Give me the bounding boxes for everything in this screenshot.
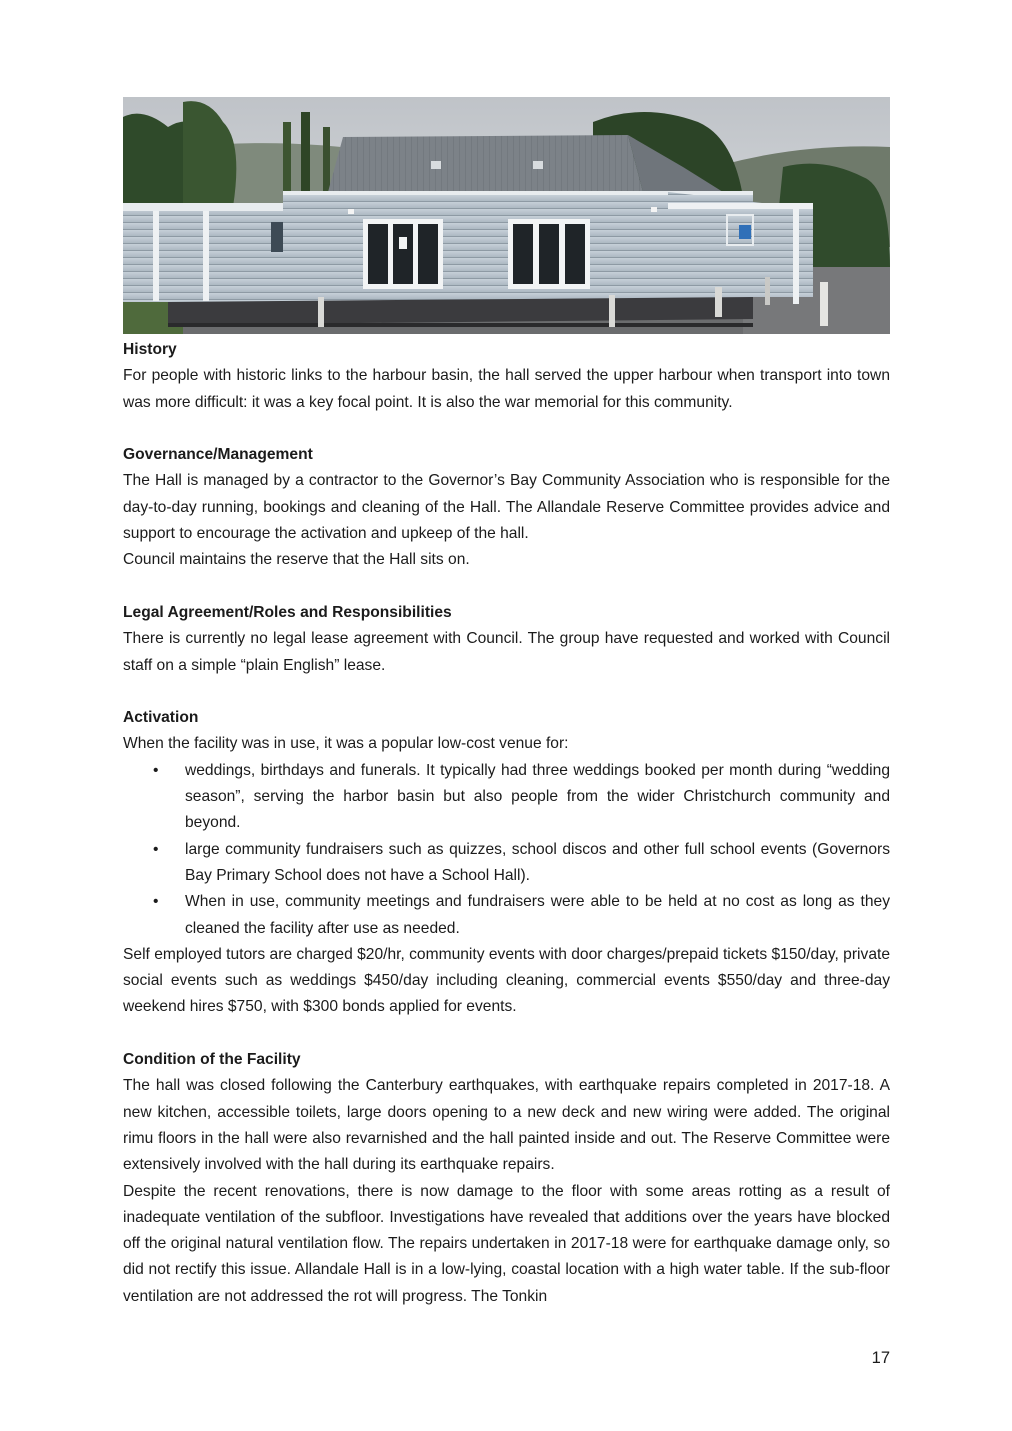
list-item — [123, 837, 890, 890]
bullet-icon: • — [153, 893, 159, 911]
list-item — [123, 889, 890, 942]
governance-paragraph: Council maintains the reserve that the Hall sits on. — [123, 551, 470, 569]
hall-photo-image — [123, 97, 890, 334]
history-paragraph: For people with historic links to the harbour basin, the hall served the upper harbour when transport into town was more difficult: it was a key focal point. It is also the war memorial for this community. — [123, 367, 890, 411]
list-item-text: weddings, birthdays and funerals. It typically had three weddings booked per month during “wedding season”, serving the harbor basin but also people from the wider Christchurch community and beyond. — [185, 761, 890, 832]
activation-heading: Activation — [123, 709, 199, 727]
legal-paragraph: There is currently no legal lease agreement with Council. The group have requested and worked with Council staff on a simple “plain English” lease. — [123, 630, 890, 674]
condition-paragraph: Despite the recent renovations, there is now damage to the floor with some areas rotting as a result of inadequate ventilation of the subfloor. Investigations have revealed that additions over the years have blocked off the original natural ventilation flow. The repairs undertaken in 2017-18 were for earthquake damage only, so did not rectify this issue. Allandale Hall is in a low-lying, coastal location with a high water table. If the sub-floor ventilation are not addressed the rot will progress. The Tonkin — [123, 1182, 890, 1305]
governance-heading: Governance/Management — [123, 446, 313, 464]
hall-photo — [123, 97, 890, 334]
page-number: 17 — [871, 1349, 890, 1367]
governance-paragraph: The Hall is managed by a contractor to the Governor’s Bay Community Association who is responsible for the day-to-day running, bookings and cleaning of the Hall. The Allandale Reserve Committee provides advice and support to encourage the activation and upkeep of the hall. — [123, 472, 890, 543]
condition-paragraph: The hall was closed following the Canterbury earthquakes, with earthquake repairs completed in 2017-18. A new kitchen, accessible toilets, large doors opening to a new deck and new wiring were added. The original rimu floors in the hall were also revarnished and the hall painted inside and out. The Reserve Committee were extensively involved with the hall during its earthquake repairs. — [123, 1077, 890, 1174]
bullet-icon: • — [153, 840, 159, 858]
activation-closing: Self employed tutors are charged $20/hr, community events with door charges/prepaid tickets $150/day, private social events such as weddings $450/day including cleaning, commercial events $550/day and three-day weekend hires $750, with $300 bonds applied for events. — [123, 945, 890, 1016]
activation-bullet-list — [123, 758, 890, 942]
list-item-text: large community fundraisers such as quizzes, school discos and other full school events (Governors Bay Primary School does not have a School Hall). — [185, 840, 890, 884]
legal-heading: Legal Agreement/Roles and Responsibilities — [123, 603, 452, 621]
list-item — [123, 758, 890, 837]
history-heading: History — [123, 341, 177, 358]
bullet-icon: • — [153, 761, 159, 779]
activation-intro: When the facility was in use, it was a popular low-cost venue for: — [123, 735, 569, 753]
list-item-text: When in use, community meetings and fundraisers were able to be held at no cost as long as they cleaned the facility after use as needed. — [185, 893, 890, 937]
condition-heading: Condition of the Facility — [123, 1051, 301, 1069]
document-body — [123, 337, 890, 1310]
